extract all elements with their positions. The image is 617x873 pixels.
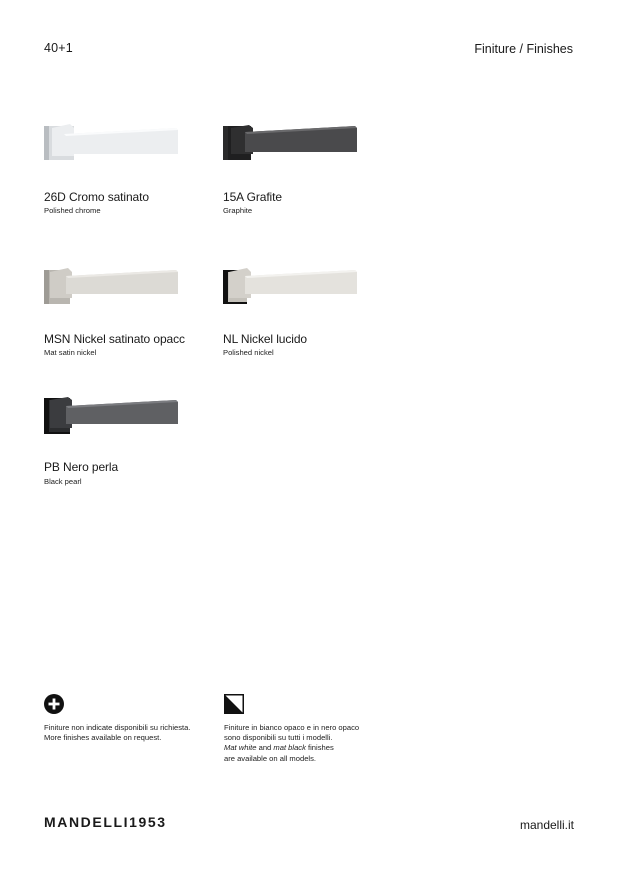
finish-name: 26D Cromo satinato: [44, 190, 149, 204]
note-mat-finishes: [224, 723, 359, 764]
note-text: finishes: [305, 743, 334, 753]
finish-english: Mat satin nickel: [44, 348, 97, 357]
lever-handle-image: [223, 262, 363, 312]
website-link[interactable]: mandelli.it: [519, 818, 574, 832]
finish-name: PB Nero perla: [44, 460, 119, 474]
note-text: and: [256, 743, 274, 753]
lever-handle-image: [223, 120, 363, 170]
lever-handle-image: [44, 120, 184, 170]
note-custom-finishes: [44, 723, 190, 743]
note-line: are available on all models.: [224, 753, 317, 763]
brand-logo: MANDELLI1953: [44, 814, 167, 830]
lever-handle-image: [44, 262, 184, 312]
plus-circle-icon: [44, 694, 64, 714]
note-italic: mat black: [273, 743, 306, 753]
finish-english: Polished chrome: [44, 206, 101, 215]
finish-english: Polished nickel: [223, 348, 274, 357]
note-line: Finiture non indicate disponibili su richiesta.: [44, 723, 191, 732]
finish-english: Graphite: [223, 206, 253, 215]
diagonal-square-icon: [224, 694, 244, 714]
finish-name: MSN Nickel satinato opacc: [44, 332, 185, 346]
lever-handle-image: [44, 392, 184, 442]
page-number: 40+1: [44, 41, 73, 55]
finish-name: NL Nickel lucido: [223, 332, 307, 346]
note-line: [224, 743, 359, 753]
note-italic: Mat white: [224, 743, 257, 753]
note-line: Finiture in bianco opaco e in nero opaco: [224, 723, 360, 732]
finish-english: Black pearl: [44, 477, 82, 486]
note-line: More finishes available on request.: [44, 733, 162, 743]
note-line: sono disponibili su tutti i modelli.: [224, 733, 333, 743]
section-title: Finiture / Finishes: [474, 42, 573, 56]
finish-name: 15A Grafite: [223, 190, 282, 204]
